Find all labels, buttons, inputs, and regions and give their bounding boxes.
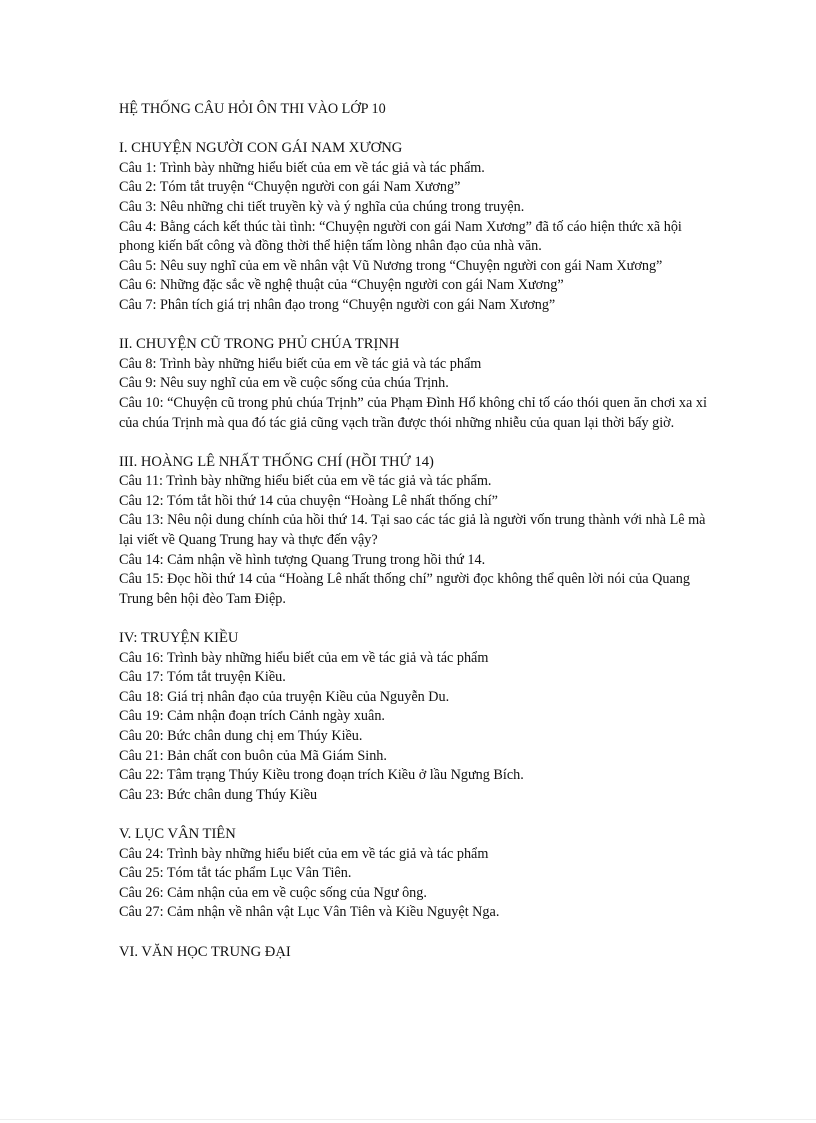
question-2: Câu 2: Tóm tắt truyện “Chuyện người con gái Nam Xương” bbox=[119, 179, 461, 196]
question-20: Câu 20: Bức chân dung chị em Thúy Kiều. bbox=[119, 728, 363, 744]
question-23: Câu 23: Bức chân dung Thúy Kiều bbox=[119, 786, 318, 803]
question-25: Câu 25: Tóm tắt tác phẩm Lục Vân Tiên. bbox=[119, 865, 352, 882]
question-17: Câu 17: Tóm tắt truyện Kiều. bbox=[119, 669, 286, 686]
question-5: Câu 5: Nêu suy nghĩ của em về nhân vật Vũ Nương trong “Chuyện người con gái Nam Xương” bbox=[119, 257, 663, 274]
question-1: Câu 1: Trình bày những hiểu biết của em về tác giả và tác phẩm. bbox=[119, 159, 485, 176]
question-22: Câu 22: Tâm trạng Thúy Kiều trong đoạn trích Kiều ở lầu Ngưng Bích. bbox=[119, 767, 524, 784]
section-heading: V. LỤC VÂN TIÊN bbox=[119, 825, 236, 842]
document-title: HỆ THỐNG CÂU HỎI ÔN THI VÀO LỚP 10 bbox=[119, 101, 386, 117]
section-5 bbox=[119, 825, 719, 923]
page-bottom-edge bbox=[0, 1119, 816, 1120]
question-7: Câu 7: Phân tích giá trị nhân đạo trong “Chuyện người con gái Nam Xương” bbox=[119, 296, 556, 313]
section-heading: II. CHUYỆN CŨ TRONG PHỦ CHÚA TRỊNH bbox=[119, 336, 400, 353]
question-27: Câu 27: Cảm nhận về nhân vật Lục Vân Tiên và Kiều Nguyệt Nga. bbox=[119, 904, 500, 921]
question-6: Câu 6: Những đặc sắc về nghệ thuật của “Chuyện người con gái Nam Xương” bbox=[119, 277, 564, 294]
question-18: Câu 18: Giá trị nhân đạo của truyện Kiều của Nguyễn Du. bbox=[119, 688, 450, 705]
question-4: Câu 4: Bằng cách kết thúc tài tình: “Chuyện người con gái Nam Xương” đã tố cáo hiện thức xã hội phong kiến bất công và đồng thời thể hiện tấm lòng nhân đạo của nhà văn. bbox=[119, 218, 682, 255]
question-8: Câu 8: Trình bày những hiểu biết của em về tác giả và tác phẩm bbox=[119, 355, 482, 372]
question-12: Câu 12: Tóm tắt hồi thứ 14 của chuyện “Hoàng Lê nhất thống chí” bbox=[119, 492, 498, 509]
question-11: Câu 11: Trình bày những hiểu biết của em về tác giả và tác phẩm. bbox=[119, 473, 492, 490]
section-2 bbox=[119, 335, 719, 433]
section-heading: VI. VĂN HỌC TRUNG ĐẠI bbox=[119, 943, 291, 960]
section-heading: I. CHUYỆN NGƯỜI CON GÁI NAM XƯƠNG bbox=[119, 140, 403, 157]
section-heading: III. HOÀNG LÊ NHẤT THỐNG CHÍ (HỒI THỨ 14) bbox=[119, 453, 434, 470]
section-heading: IV: TRUYỆN KIỀU bbox=[119, 630, 239, 647]
question-19: Câu 19: Cảm nhận đoạn trích Cảnh ngày xuân. bbox=[119, 708, 385, 725]
question-21: Câu 21: Bản chất con buôn của Mã Giám Sinh. bbox=[119, 747, 387, 764]
question-3: Câu 3: Nêu những chi tiết truyền kỳ và ý nghĩa của chúng trong truyện. bbox=[119, 198, 525, 215]
question-14: Câu 14: Cảm nhận về hình tượng Quang Trung trong hồi thứ 14. bbox=[119, 551, 486, 568]
section-6 bbox=[119, 943, 719, 963]
document-page bbox=[119, 100, 719, 982]
question-16: Câu 16: Trình bày những hiểu biết của em về tác giả và tác phẩm bbox=[119, 649, 489, 666]
question-10: Câu 10: “Chuyện cũ trong phủ chúa Trịnh” của Phạm Đình Hổ không chỉ tố cáo thói quen ăn chơi xa xỉ của chúa Trịnh mà qua đó tác giả cũng vạch trần được thói những nhiễu của quan lại thời bấy giờ. bbox=[119, 394, 707, 431]
question-13: Câu 13: Nêu nội dung chính của hồi thứ 14. Tại sao các tác giả là người vốn trung thành với nhà Lê mà lại viết về Quang Trung hay và thực đến vậy? bbox=[119, 512, 706, 549]
question-24: Câu 24: Trình bày những hiểu biết của em về tác giả và tác phẩm bbox=[119, 845, 489, 862]
question-9: Câu 9: Nêu suy nghĩ của em về cuộc sống của chúa Trịnh. bbox=[119, 375, 449, 392]
section-3 bbox=[119, 453, 719, 610]
question-15: Câu 15: Đọc hồi thứ 14 của “Hoàng Lê nhất thống chí” người đọc không thể quên lời nói của Quang Trung bên hội đèo Tam Điệp. bbox=[119, 571, 690, 607]
question-26: Câu 26: Cảm nhận của em về cuộc sống của Ngư ông. bbox=[119, 884, 427, 901]
section-1 bbox=[119, 139, 719, 315]
section-4 bbox=[119, 629, 719, 805]
